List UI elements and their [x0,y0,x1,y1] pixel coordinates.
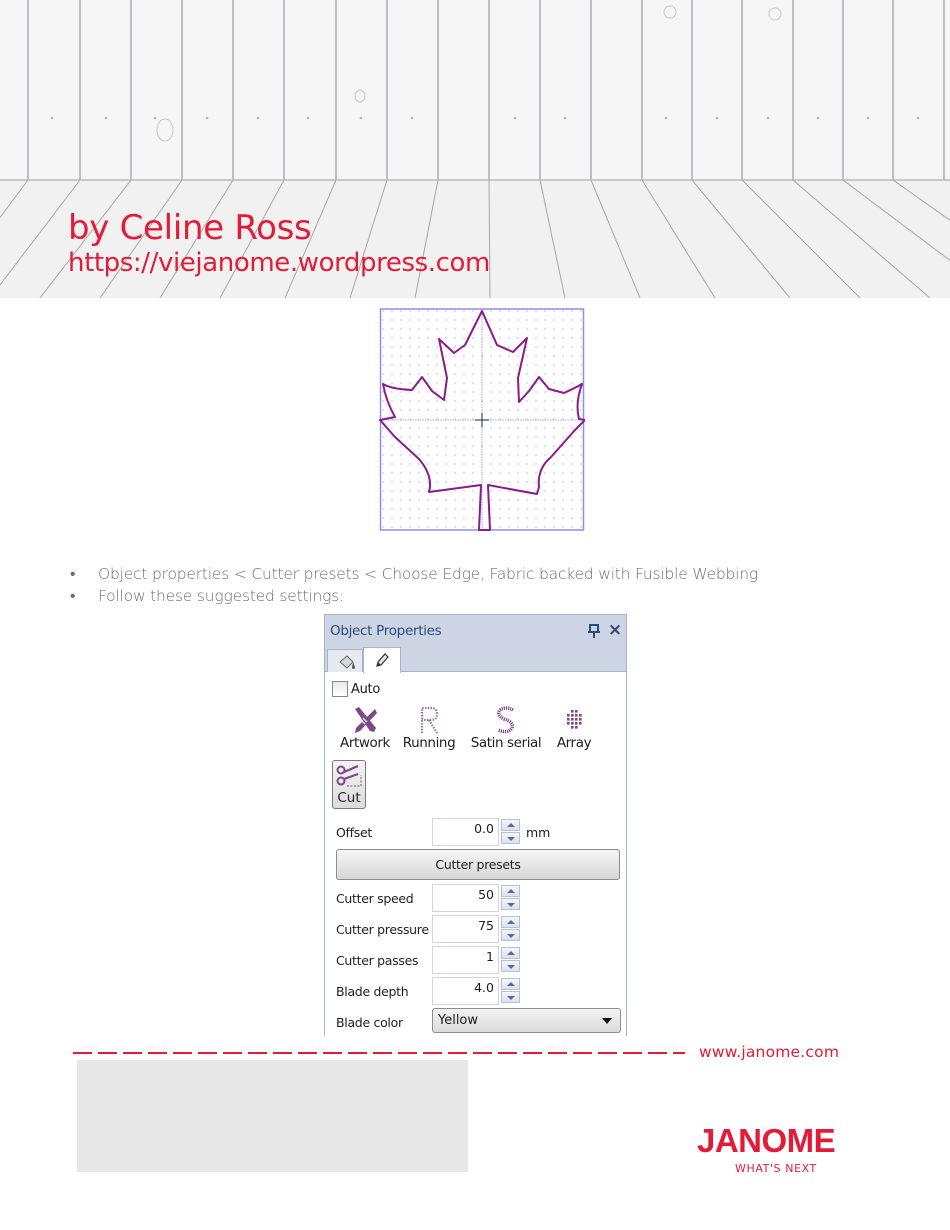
artwork-icon [350,705,380,735]
blade-color-select[interactable] [432,1008,621,1033]
scissors-icon [335,763,363,789]
janome-logo: JANOME [697,1122,836,1159]
array-label: Array [556,735,592,751]
cutter-pressure-spinner[interactable] [501,916,520,941]
panel-header [325,615,626,647]
maple-leaf-outline-image [379,307,585,532]
cutter-speed-row [336,884,621,912]
pin-icon[interactable] [587,623,601,639]
spin-down-icon[interactable] [501,929,520,941]
cutter-presets-button[interactable]: Cutter presets [336,849,620,880]
offset-unit: mm [526,825,551,840]
bullet: • [70,565,76,583]
cutter-pressure-row [336,915,621,943]
cut-button[interactable] [332,760,366,809]
chevron-down-icon [602,1018,612,1024]
spin-down-icon[interactable] [501,960,520,972]
blade-depth-label: Blade depth [336,984,409,999]
panel-tabstrip [325,647,626,672]
cutter-passes-row [336,946,621,974]
blade-color-value: Yellow [438,1013,479,1028]
artwork-button[interactable] [337,705,393,757]
instruction-text: Object properties < Cutter presets < Choose Edge, Fabric backed with Fusible Webbing [98,565,758,583]
cutter-passes-input[interactable] [432,946,499,974]
object-type-row [335,705,625,757]
running-stitch-icon [416,705,442,735]
cutter-pressure-label: Cutter pressure [336,922,429,937]
janome-tagline: WHAT'S NEXT [735,1162,817,1175]
auto-checkbox-box[interactable] [332,681,348,697]
cutter-speed-spinner[interactable] [501,885,520,910]
auto-label: Auto [351,681,380,697]
paint-bucket-icon [337,653,357,671]
satin-serial-label: Satin serial [470,735,542,751]
instruction-item [70,585,890,607]
instruction-list [70,563,890,607]
header-banner [0,0,950,298]
janome-website-link[interactable]: www.janome.com [699,1043,840,1061]
offset-row [336,818,621,846]
pencil-icon [373,651,391,669]
instruction-item [70,563,890,585]
panel-title: Object Properties [330,623,442,639]
spin-up-icon[interactable] [501,947,520,959]
tab-object[interactable] [363,647,401,673]
cutter-passes-spinner[interactable] [501,947,520,972]
blade-color-label: Blade color [336,1015,403,1030]
spin-up-icon[interactable] [501,916,520,928]
offset-spinner[interactable] [501,819,520,844]
spin-down-icon[interactable] [501,832,520,844]
tab-fill[interactable] [327,649,363,672]
spin-down-icon[interactable] [501,898,520,910]
bullet: • [70,587,76,605]
placeholder-box [77,1060,468,1172]
footer-divider [73,1052,685,1054]
cut-label: Cut [337,790,361,806]
blade-color-row [336,1008,621,1036]
cutter-passes-label: Cutter passes [336,953,419,968]
object-properties-panel [324,614,627,1036]
blade-depth-input[interactable] [432,977,499,1005]
cutter-pressure-input[interactable] [432,915,499,943]
spin-down-icon[interactable] [501,991,520,1003]
author-title: by Celine Ross [68,208,312,248]
offset-input[interactable] [432,818,499,846]
auto-checkbox[interactable] [332,680,380,698]
blade-depth-spinner[interactable] [501,978,520,1003]
satin-serial-icon [492,705,520,735]
spin-up-icon[interactable] [501,819,520,831]
artwork-label: Artwork [340,735,390,751]
satin-serial-button[interactable] [466,705,546,757]
spin-up-icon[interactable] [501,885,520,897]
blade-depth-row [336,977,621,1005]
blog-url-link[interactable]: https://viejanome.wordpress.com [68,248,490,278]
maple-leaf-design-canvas [379,307,585,532]
offset-label: Offset [336,825,372,840]
cutter-speed-input[interactable] [432,884,499,912]
array-icon [562,705,586,735]
cutter-speed-label: Cutter speed [336,891,414,906]
instruction-text: Follow these suggested settings: [98,587,345,605]
spin-up-icon[interactable] [501,978,520,990]
running-label: Running [402,735,456,751]
close-icon[interactable]: × [607,620,623,640]
running-button[interactable] [400,705,458,757]
array-button[interactable] [553,705,595,757]
